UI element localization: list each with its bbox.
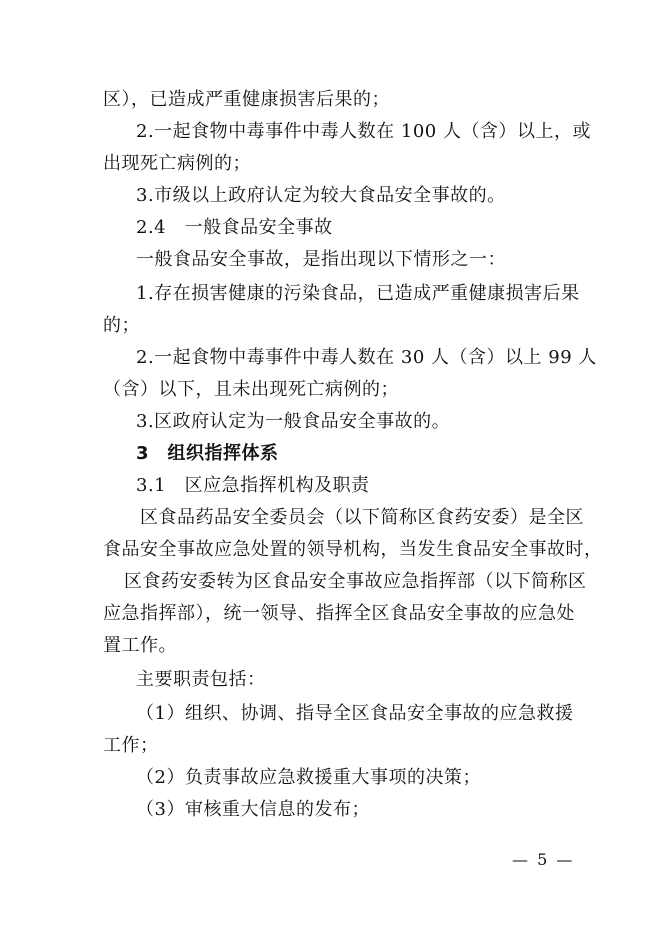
text-line-21: 工作；	[103, 735, 159, 756]
text-line-8: 的；	[103, 315, 140, 336]
text-line-20: （1）组织、协调、指导全区食品安全事故的应急救援	[136, 703, 574, 724]
text-line-14: 区食品药品安全委员会（以下简称区食药安委）是全区	[140, 507, 584, 528]
text-line-4: 3.市级以上政府认定为较大食品安全事故的。	[136, 185, 506, 206]
text-line-16: 区食药安委转为区食品安全事故应急指挥部（以下简称区	[124, 571, 587, 592]
text-line-9: 2.一起食物中毒事件中毒人数在 30 人（含）以上 99 人	[136, 347, 597, 368]
text-line-19: 主要职责包括：	[136, 669, 266, 690]
section-heading-3: 3 组织指挥体系	[136, 443, 279, 464]
text-line-6: 一般食品安全事故，是指出现以下情形之一：	[136, 249, 506, 270]
text-line-17: 应急指挥部），统一领导、指挥全区食品安全事故的应急处	[103, 603, 575, 624]
text-line-3: 出现死亡病例的；	[103, 153, 251, 174]
text-line-1: 区），已造成严重健康损害后果的；	[103, 89, 390, 110]
text-line-10: （含）以下，且未出现死亡病例的；	[103, 379, 399, 400]
text-line-23: （3）审核重大信息的发布；	[136, 799, 370, 820]
text-line-2: 2.一起食物中毒事件中毒人数在 100 人（含）以上，或	[136, 121, 591, 142]
text-line-11: 3.区政府认定为一般食品安全事故的。	[136, 411, 451, 432]
page-number: — 5 —	[512, 850, 575, 869]
text-line-7: 1.存在损害健康的污染食品，已造成严重健康损害后果	[136, 283, 580, 304]
section-heading-2-4: 2.4 一般食品安全事故	[136, 217, 333, 238]
text-line-15: 食品安全事故应急处置的领导机构，当发生食品安全事故时，	[103, 539, 603, 560]
section-heading-3-1: 3.1 区应急指挥机构及职责	[136, 475, 370, 496]
text-line-18: 置工作。	[103, 635, 177, 656]
text-line-22: （2）负责事故应急救援重大事项的决策；	[136, 767, 481, 788]
